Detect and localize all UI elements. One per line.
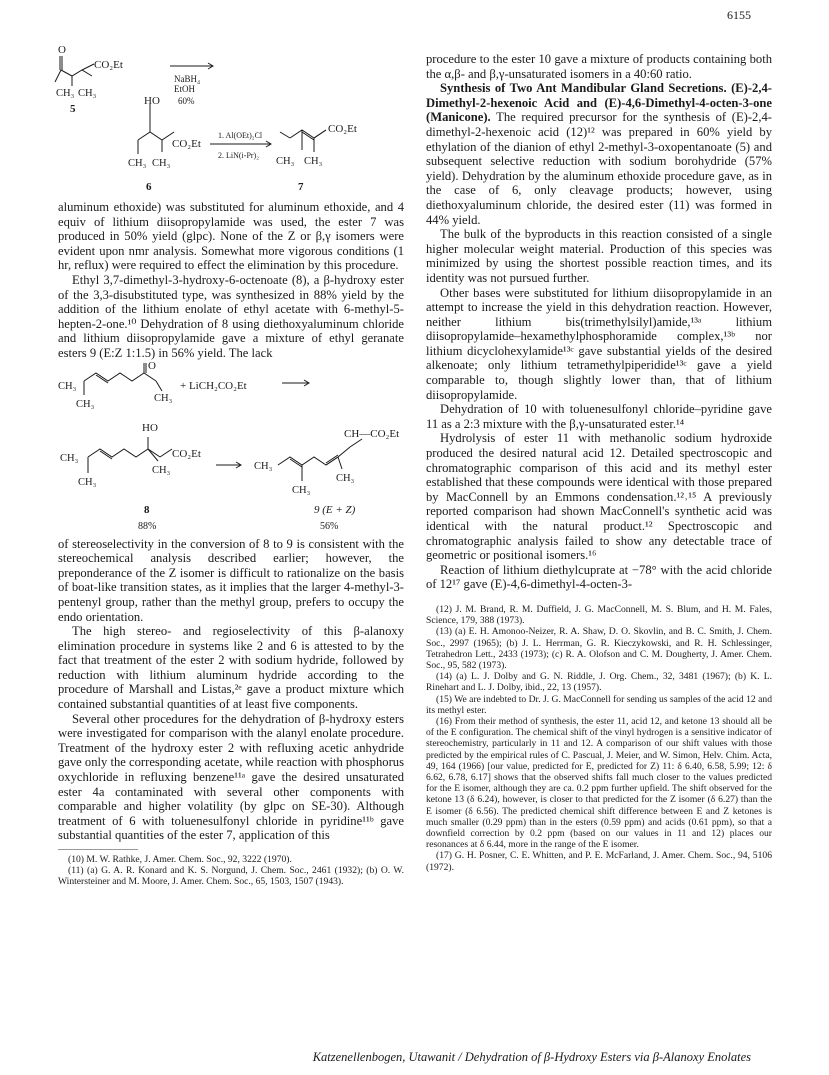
right-section — [426, 81, 772, 227]
s1-o: O — [58, 44, 66, 56]
s2-ch3-8b: CH₃ — [152, 464, 171, 476]
s2-ch3-9a: CH₃ — [254, 460, 273, 472]
ref-12: (12) J. M. Brand, R. M. Duffield, J. G. MacConnell, M. S. Blum, and H. M. Fales, Science, 179, 388 (1973). — [426, 603, 772, 627]
left-para-5: Several other procedures for the dehydration of β-hydroxy esters were investigated for comparison with the alanyl enolate procedure. Treatment of the hydroxy ester 2 with refluxing acetic anhydride gave only the corresponding acetate, while reaction with phosphorus oxychloride in refluxing benzene¹¹ᵃ gave the desired unsaturated ester 4a contaminated with several other components with comparable and higher volatility (by glpc on SE-30). Although treatment of 6 with toluenesulfonyl chloride in pyridine¹¹ᵇ gave substantial quantities of the ester 7, application of this — [58, 711, 404, 843]
s2-ch3-b: CH₃ — [154, 392, 173, 404]
s2-ch-co2et: CH—CO₂Et — [344, 427, 400, 440]
scheme-1-drawing — [58, 44, 404, 200]
ref-13: (13) (a) E. H. Amonoo-Neizer, R. A. Shaw, D. O. Skovlin, and B. C. Smith, J. Chem. Soc., 2997 (1965); (b) J. L. Herrman, G. R. Kieczykowski, and R. H. Schlessinger, Tetrahedron Lett., 2433 (1973); (c) R. A. Olofson and C. M. Dougherty, J. Amer. Chem. Soc., 95, 582 (1973). — [426, 626, 772, 671]
ref-14: (14) (a) L. J. Dolby and G. N. Riddle, J. Org. Chem., 32, 3481 (1967); (b) K. L. Rinehart and L. J. Dolby, ibid., 22, 13 (1957). — [426, 671, 772, 694]
scheme-2 — [58, 359, 404, 537]
s1-co2et: CO₂Et — [94, 59, 123, 71]
right-para-0: procedure to the ester 10 gave a mixture of products containing both the α,β- and β,γ-unsaturated isomers in a 40:60 ratio. — [426, 52, 772, 81]
right-para-2: Other bases were substituted for lithium diisopropylamide in an attempt to increase the yield in this dehydration reaction. However, neither lithium bis(trimethylsilyl)amide,¹³ᵃ lithium diisopropylamide–hexamethylphosphoramide complex,¹³ᵇ nor lithium dicyclohexylamide¹³ᶜ gave substantial yields of the desired alkenoate; only lithium tetramethylpiperidide¹³ᶜ gave a yield comparable to, though slightly lower than, that of lithium diisopropylamide. — [426, 285, 772, 402]
s1-step2: 2. LiN(i-Pr)₂ — [218, 151, 260, 160]
s2-o: O — [148, 359, 156, 372]
s2-reagent: + LiCH₂CO₂Et — [180, 379, 247, 392]
s1-reagent-mid: EtOH — [174, 84, 195, 94]
s1-ch3-6b: CH₃ — [152, 158, 171, 169]
section-heading: Synthesis of Two Ant Mandibular Gland Secretions. (E)-2,4-Dimethyl-2-hexenoic Acid and (E)-4,6-Dimethyl-4-octen-3-one (Manicone). — [426, 81, 772, 125]
running-footer: Katzenellenbogen, Utawanit / Dehydration of β-Hydroxy Esters via β-Alanoxy Enolates — [312, 1050, 751, 1064]
s2-ch3-a: CH₃ — [58, 380, 77, 392]
right-para-1: The bulk of the byproducts in this reaction consisted of a single higher molecular weight material. Production of this species was minimized by using the shortest possible reaction times, and its identity was not pursued further. — [426, 227, 772, 285]
s1-label-7: 7 — [298, 181, 304, 193]
s2-ch3-9c: CH₃ — [292, 484, 311, 496]
s1-ho: HO — [144, 95, 160, 107]
left-column — [58, 44, 404, 888]
right-column — [426, 52, 772, 873]
s1-ch3-7b: CH₃ — [304, 156, 323, 167]
s2-yield-9: 56% — [320, 520, 339, 532]
ref-15: (15) We are indebted to Dr. J. G. MacConnell for sending us samples of the acid 12 and its methyl ester. — [426, 693, 772, 716]
s1-label-6: 6 — [146, 181, 152, 193]
right-para-3: Dehydration of 10 with toluenesulfonyl chloride–pyridine gave 11 as a 2:3 mixture with the β,γ-unsaturated ester.¹⁴ — [426, 402, 772, 431]
ref-11: (11) (a) G. A. R. Konard and K. S. Norgund, J. Chem. Soc., 2461 (1932); (b) O. W. Wintersteiner and M. Moore, J. Amer. Chem. Soc., 65, 1503, 1507 (1943). — [58, 865, 404, 888]
s1-yield: 60% — [178, 96, 195, 106]
s2-ch3-9b: CH₃ — [336, 472, 355, 484]
left-footnote-rule — [58, 849, 138, 850]
s2-label-9: 9 (E + Z) — [314, 503, 356, 516]
s1-ch3-7a: CH₃ — [276, 156, 295, 167]
left-para-3: of stereoselectivity in the conversion of 8 to 9 is consistent with the stereochemical analysis described earlier; however, the preponderance of the Z isomer is difficult to rationalize on the basis of boat-like transition states, as it implies that the larger 4-methyl-3-pentenyl group, rather than the methyl group, prefers to occupy the endo orientation. — [58, 536, 404, 624]
scheme-1 — [58, 44, 404, 200]
s2-co2et-8: CO₂Et — [172, 447, 201, 460]
s2-yield-8: 88% — [138, 520, 157, 532]
s2-ho: HO — [142, 421, 158, 434]
s2-ch3-8a: CH₃ — [60, 452, 79, 464]
scheme-2-drawing — [58, 359, 404, 537]
ref-10: (10) M. W. Rathke, J. Amer. Chem. Soc., 92, 3222 (1970). — [68, 854, 292, 865]
left-para-1: aluminum ethoxide) was substituted for aluminum ethoxide, and 4 equiv of lithium diisopropylamide was used, the ester 7 was produced in 50% yield (glpc). None of the Z or β,γ isomers were evident upon nmr analysis. Somewhat more vigorous conditions (1 hr, reflux) were required to effect the elimination by this procedure. — [58, 200, 404, 273]
right-para-5: Reaction of lithium diethylcuprate at −78° with the acid chloride of 12¹⁷ gave (E)-4,6-dimethyl-4-octen-3- — [426, 562, 772, 592]
ref-17: (17) G. H. Posner, C. E. Whitten, and P. E. McFarland, J. Amer. Chem. Soc., 94, 5106 (1972). — [426, 850, 772, 873]
left-references — [58, 854, 404, 888]
s2-ch3-8c: CH₃ — [78, 476, 97, 488]
left-para-4: The high stereo- and regioselectivity of this β-alanoxy elimination procedure in systems like 2 and 6 is attested to by the fact that treatment of the ester 2 with sodium hydride, followed by reduction with lithium aluminum hydride according to the procedure of Marshall and Listas,²ᵉ gave a product mixture which contained substantial quantities of at least five components. — [58, 624, 404, 712]
s2-label-8: 8 — [144, 503, 150, 516]
s1-label-5: 5 — [70, 103, 76, 115]
left-para-2: Ethyl 3,7-dimethyl-3-hydroxy-6-octenoate (8), a β-hydroxy ester of the 3,3-disubstituted type, was synthesized in 88% yield by the addition of the lithium enolate of ethyl acetate with 6-methyl-5-hepten-2-one.¹⁰ Dehydration of 8 using diethoxyaluminum chloride and lithium diisopropylamide gave a mixture of ethyl geranate esters 9 (E:Z 1:1.5) in 56% yield. The lack — [58, 272, 404, 360]
ref-16: (16) From their method of synthesis, the ester 11, acid 12, and ketone 13 should all be of the E configuration. The chemical shift of the vinyl hydrogen is a sensitive indicator of stereochemistry, particularly in 11 and 12. A comparison of our shift values with those predicted by the empirical rules of C. Pascual, J. Meier, and W. Simon, Helv. Chim. Acta, 49, 164 (1966) [our value, predicted for E, predicted for Z) 11: δ 6.40, 6.58, 5.99; 12: δ 6.62, 6.78, 6.17] shows that the observed shifts fall much closer to the values predicted for the E isomer, although they are ca. 0.2 ppm further upfield. The shift observed for the ketone 13 (δ 6.24), however, is closer to that predicted for the Z isomer (δ 6.27) than the E isomer (δ 6.56). The predicted chemical shift difference between E and Z ketones is much smaller (0.29 ppm) than in the esters (0.59 ppm) and acids (0.61 ppm), so that a downfield correction by 0.2 ppm (based on our values in 11 and 12) places our resonances at δ 6.44, more in the range of the E isomer. — [426, 716, 772, 851]
section-heading-tail: The required precursor for the synthesis of (E)-2,4-dimethyl-2-hexenoic acid (12)¹² was prepared in 60% yield by ethylation of the dianion of ethyl 2-methyl-3-oxopentanoate (5) and subsequent selective reduction with sodium borohydride (57% yield). Dehydration by the aluminum ethoxide procedure gave, as in the case of 6, only cleavage products; however, using diethoxyaluminum chloride, the desired ester (11) was formed in 44% yield. — [426, 110, 772, 227]
right-references — [426, 604, 772, 873]
s1-step1: 1. Al(OEt)₂Cl — [218, 131, 263, 140]
s1-ch3b: CH₃ — [78, 88, 97, 99]
s1-ch3-6a: CH₃ — [128, 158, 147, 169]
s2-ch3-c: CH₃ — [76, 398, 95, 410]
s1-ch3a: CH₃ — [56, 88, 75, 99]
page-number: 6155 — [727, 8, 751, 22]
s1-reagent-top: NaBH₄ — [174, 74, 201, 84]
s1-co2et-6: CO₂Et — [172, 138, 201, 150]
s1-co2et-7: CO₂Et — [328, 123, 357, 135]
right-para-4: Hydrolysis of ester 11 with methanolic sodium hydroxide produced the desired natural acid 12. Detailed spectroscopic and chromatographic comparison of this acid and its methyl ester established that these compounds were identical with those prepared by MacConnell by an Emmons condensation.¹²˒¹⁵ A previously reported comparison had shown MacConnell's synthetic acid was identical with the natural product.¹² Spectroscopic and chromatographic analysis failed to show any detectable trace of geometric or positional isomers.¹⁶ — [426, 431, 772, 563]
